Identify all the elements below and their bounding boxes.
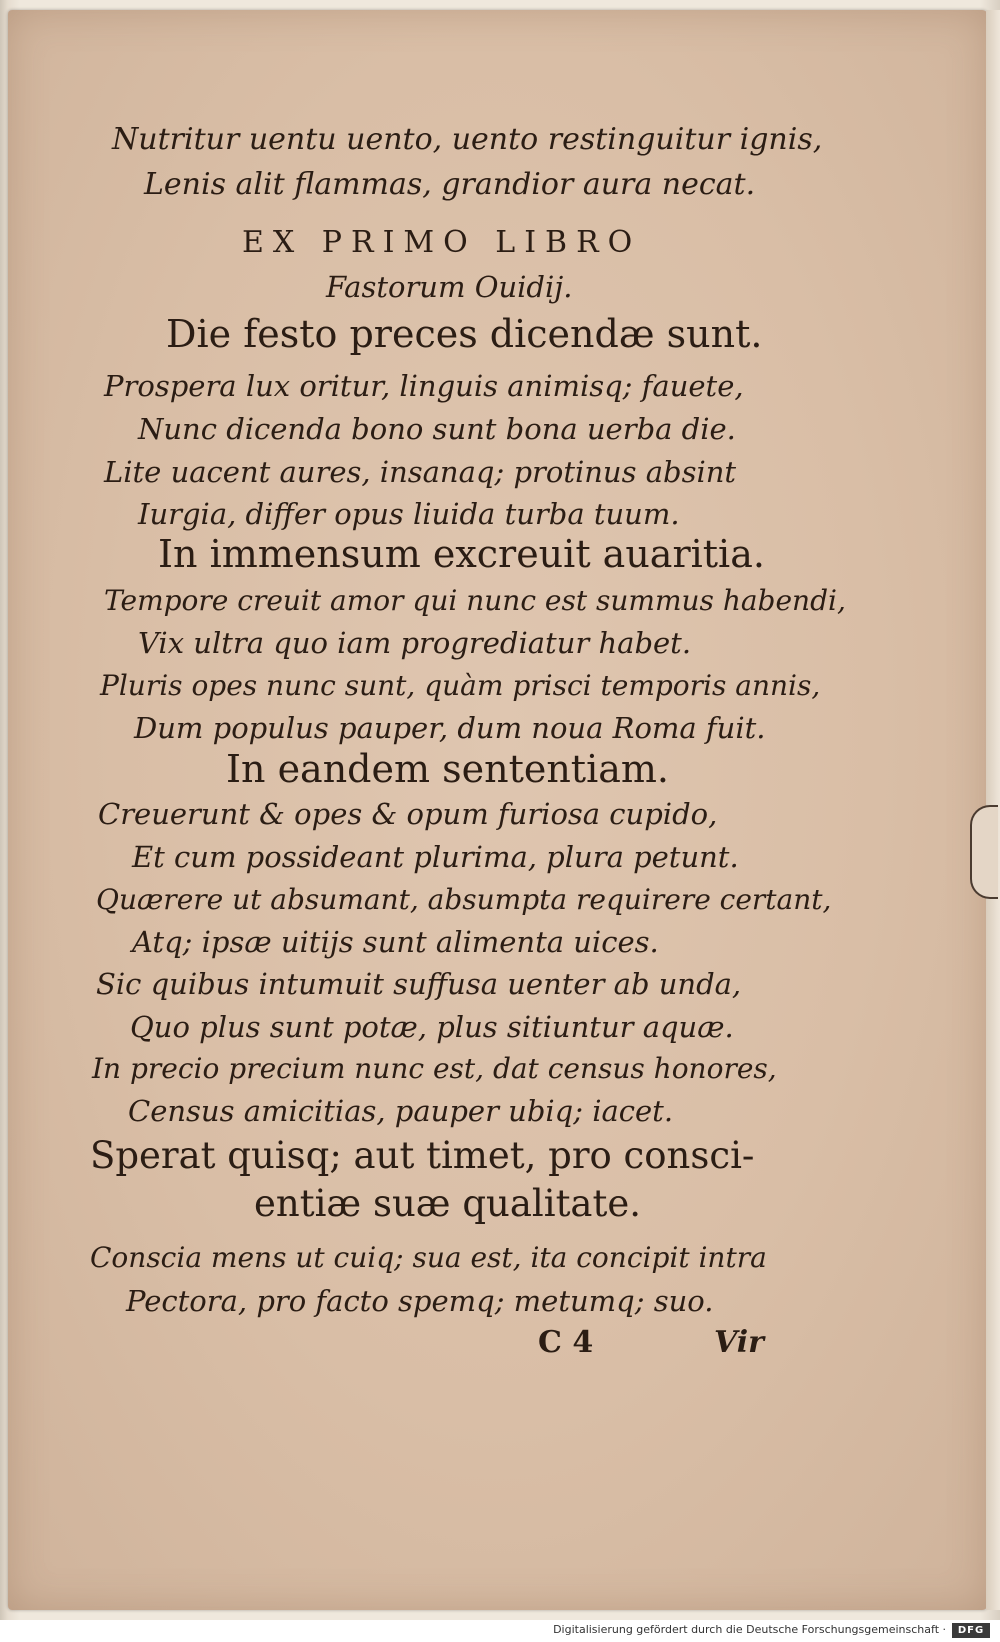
verse-line: Dum populus pauper, dum noua Roma fuit.	[134, 711, 766, 745]
verse-line: Et cum possideant plurima, plura petunt.	[132, 840, 739, 874]
page-text	[8, 10, 988, 1610]
page-tab-clip	[970, 805, 998, 899]
verse-line: Nunc dicenda bono sunt bona uerba die.	[138, 412, 736, 446]
digitization-footer	[0, 1620, 1000, 1642]
book-page	[8, 10, 988, 1610]
section-subheading: Fastorum Ouidij.	[326, 270, 573, 304]
verse-line: Tempore creuit amor qui nunc est summus habendi,	[104, 584, 846, 617]
verse-line: Quo plus sunt potæ, plus sitiuntur aquæ.	[130, 1010, 734, 1044]
verse-line: Census amicitias, pauper ubiq; iacet.	[128, 1094, 674, 1128]
verse-line: Conscia mens ut cuiq; sua est, ita concipit intra	[90, 1241, 767, 1274]
verse-line: Prospera lux oritur, linguis animisq; fauete,	[104, 369, 744, 403]
topic-heading: Die festo preces dicendæ sunt.	[166, 312, 763, 356]
verse-line: Lite uacent aures, insanaq; protinus absint	[104, 455, 737, 489]
verse-line: Pectora, pro facto spemq; metumq; suo.	[126, 1284, 714, 1318]
topic-heading: In eandem sententiam.	[226, 747, 669, 791]
topic-heading: Sperat quisq; aut timet, pro consci-	[90, 1134, 755, 1177]
verse-line: Lenis alit flammas, grandior aura necat.	[144, 167, 756, 202]
verse-line: Sic quibus intumuit suffusa uenter ab unda,	[96, 967, 742, 1001]
verse-line: Atq; ipsæ uitijs sunt alimenta uices.	[132, 925, 659, 959]
verse-line: Quærere ut absumant, absumpta requirere certant,	[96, 883, 832, 916]
topic-heading-continued: entiæ suæ qualitate.	[254, 1182, 642, 1225]
dfg-logo: DFG	[952, 1623, 990, 1638]
verse-line: Iurgia, differ opus liuida turba tuum.	[138, 497, 680, 531]
verse-line: In precio precium nunc est, dat census honores,	[92, 1052, 777, 1085]
verse-line: Vix ultra quo iam progrediatur habet.	[138, 626, 692, 660]
section-heading: EX PRIMO LIBRO	[242, 225, 642, 260]
topic-heading: In immensum excreuit auaritia.	[158, 532, 765, 576]
footer-credit: Digitalisierung gefördert durch die Deutsche Forschungsgemeinschaft ·	[553, 1623, 946, 1636]
catchword: Vir	[714, 1325, 764, 1360]
verse-line: Pluris opes nunc sunt, quàm prisci temporis annis,	[100, 669, 821, 702]
signature-mark: C 4	[538, 1325, 594, 1360]
verse-line: Nutritur uentu uento, uento restinguitur ignis,	[112, 122, 823, 157]
verse-line: Creuerunt & opes & opum furiosa cupido,	[98, 797, 718, 831]
